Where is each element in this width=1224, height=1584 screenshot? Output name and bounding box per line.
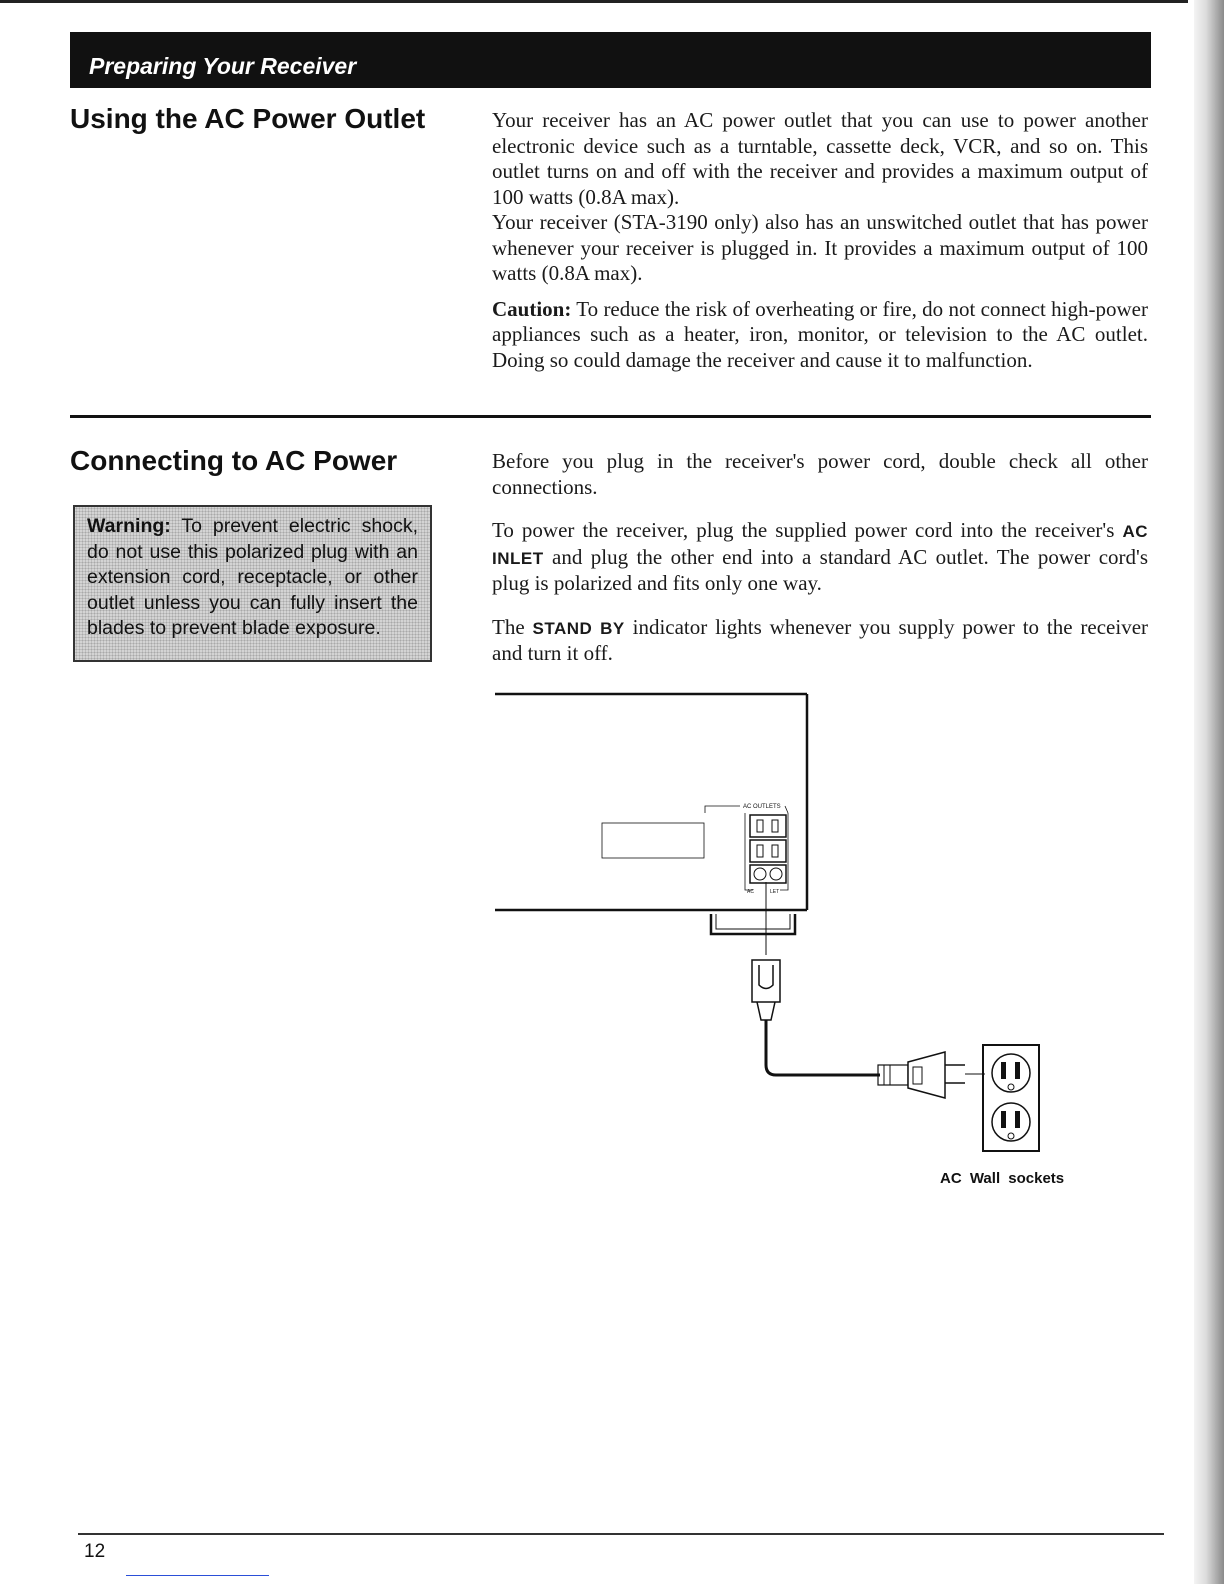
wall-sockets-caption: AC Wall sockets	[940, 1170, 1065, 1187]
wall-socket-bottom-icon	[992, 1103, 1030, 1141]
wall-plug-icon	[908, 1052, 945, 1098]
unswitched-outlet-icon	[750, 840, 786, 862]
ac-inlet-label: AC INLET	[492, 522, 1148, 568]
power-connection-diagram	[495, 690, 1055, 1170]
ac-outlets-label: AC OUTLETS	[743, 804, 781, 810]
paragraph-3-text-b: indicator lights whenever you supply power to the receiver and turn it off.	[492, 614, 1149, 665]
receiver-rear-panel	[495, 694, 807, 934]
ac-outlets-panel	[705, 804, 788, 895]
ac-inlet-label-right: LET	[770, 889, 780, 895]
heading-ac-power-outlet: Using the AC Power Outlet	[70, 103, 426, 134]
ac-inlet-icon	[750, 865, 786, 883]
paragraph-3-text-a: The	[492, 614, 533, 639]
ac-power-paragraph-3	[492, 615, 1148, 667]
ac-power-paragraph-1: Before you plug in the receiver's power cord, double check all other connections.	[492, 449, 1148, 499]
paragraph-2-text-b: and plug the other end into a standard AC outlet. The power cord's plug is polarized and fits only one way.	[492, 544, 1148, 595]
caution-text: To reduce the risk of overheating or fire, do not connect high-power appliances such as a heater, iron, monitor, or television to the AC outlet. Doing so could damage the receiver and cause it to malfunction.	[492, 296, 1148, 372]
footer-rule	[78, 1533, 1164, 1535]
ac-outlet-body	[492, 108, 1148, 373]
heading-connecting-ac-power: Connecting to AC Power	[70, 445, 398, 476]
switched-outlet-icon	[750, 815, 786, 837]
ac-outlet-paragraph-1: Your receiver has an AC power outlet that you can use to power another electronic device such as a turntable, cassette deck, VCR, and so on. This outlet turns on and off with the receiver and provides a maximum output of 100 watts (0.8A max).	[492, 108, 1148, 209]
page-edge-shadow	[1194, 0, 1224, 1584]
section-divider	[70, 415, 1151, 418]
ac-outlet-paragraph-2: Your receiver (STA-3190 only) also has an unswitched outlet that has power whenever your receiver is plugged in. It provides a maximum output of 100 watts (0.8A max).	[492, 210, 1148, 285]
ac-power-body	[492, 449, 1148, 667]
inlet-plug-icon	[752, 960, 780, 1002]
wall-socket-top-icon	[992, 1054, 1030, 1092]
warning-label: Warning:	[87, 515, 171, 537]
footer-link-underline	[126, 1575, 269, 1576]
page-number: 12	[84, 1541, 106, 1562]
wall-socket-plate	[965, 1045, 1039, 1151]
caution-label: Caution:	[492, 296, 572, 321]
ac-power-paragraph-2	[492, 518, 1148, 597]
caution-paragraph	[492, 297, 1148, 374]
ac-inlet-label-left: AC	[747, 889, 754, 895]
warning-box	[73, 505, 432, 662]
warning-text: To prevent electric shock, do not use this polarized plug with an extension cord, receptacle, or other outlet unless you can fully insert the blades to prevent blade exposure.	[87, 515, 418, 639]
paragraph-2-text-a: To power the receiver, plug the supplied power cord into the receiver's	[492, 518, 1123, 542]
top-rule	[0, 0, 1188, 3]
section-banner: Preparing Your Receiver	[70, 32, 1151, 88]
stand-by-label: STAND BY	[532, 618, 625, 638]
power-cord	[752, 882, 965, 1098]
